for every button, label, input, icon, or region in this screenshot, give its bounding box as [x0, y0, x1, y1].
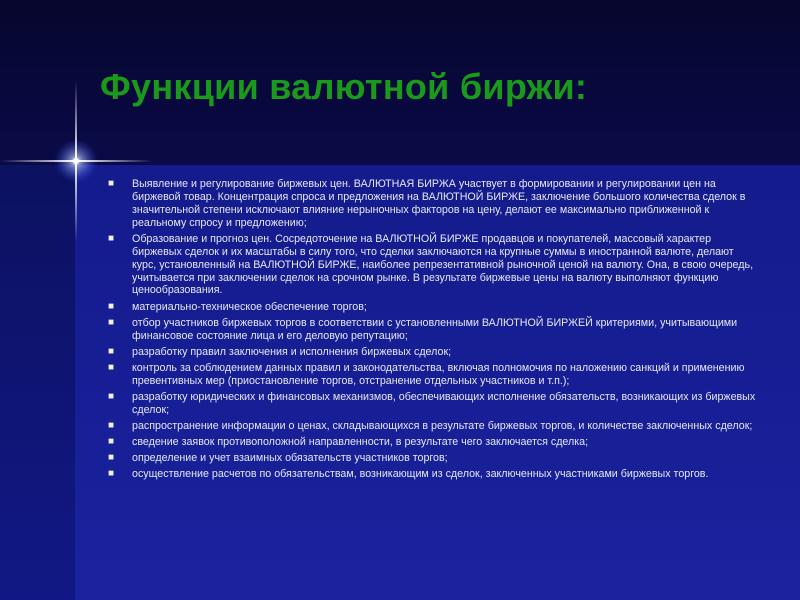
- list-item: [108, 420, 758, 433]
- list-item: [108, 452, 758, 465]
- bullet-icon: ■: [108, 451, 115, 463]
- bullet-icon: ■: [108, 316, 115, 328]
- list-item: [108, 301, 758, 314]
- list-item-text: отбор участников биржевых торгов в соответствии с установленными ВАЛЮТНОЙ БИРЖЕЙ критериями, учитывающими финансовое состояние лица и его деловую репутацию;: [132, 316, 738, 342]
- list-item: [108, 317, 758, 343]
- list-item-text: Образование и прогноз цен. Сосредоточение на ВАЛЮТНОЙ БИРЖЕ продавцов и покупателей, массовый характер биржевых сделок и их масштабы в силу того, что сделки заключаются на крупные суммы в иностранной валюте, делают курс, установленный на ВАЛЮТНОЙ БИРЖЕ, наиболее репрезентативной рыночной ценой на валюту. Она, в свою очередь, учитывается при заключении сделок на срочном рынке. В результате биржевые цены на валюту выполняют функцию ценообразования.: [132, 232, 754, 297]
- list-item-text: сведение заявок противоположной направленности, в результате чего заключается сделка;: [132, 435, 589, 448]
- bullet-icon: ■: [108, 468, 115, 479]
- bullet-list: [108, 178, 758, 484]
- bullet-icon: ■: [108, 435, 115, 447]
- list-item-text: Выявление и регулирование биржевых цен. ВАЛЮТНАЯ БИРЖА участвует в формировании и регулировании цен на биржевой товар. Концентрация спроса и предложения на ВАЛЮТНОЙ БИРЖЕ, заключение большого количества сделок в значительной степени исключают влияние нерыночных факторов на цену, делают ее максимально приближенной к реальному спросу и предложению;: [132, 178, 746, 229]
- list-item-text: определение и учет взаимных обязательств участников торгов;: [132, 451, 448, 464]
- bullet-icon: ■: [108, 390, 115, 402]
- list-item-text: распространение информации о ценах, складывающихся в результате биржевых торгов, и количестве заключенных сделок;: [132, 419, 753, 432]
- list-item-text: разработку юридических и финансовых механизмов, обеспечивающих исполнение обязательств, возникающих из биржевых сделок;: [132, 390, 756, 416]
- list-item: [108, 468, 758, 481]
- bullet-icon: ■: [108, 300, 115, 312]
- bullet-icon: ■: [108, 232, 115, 244]
- list-item-text: контроль за соблюдением данных правил и законодательства, включая полномочия по наложению санкций и применению превентивных мер (приостановление торгов, отстранение отдельных участников и т.п.);: [132, 361, 745, 387]
- bullet-icon: ■: [108, 178, 115, 189]
- list-item: [108, 233, 758, 298]
- list-item: [108, 436, 758, 449]
- left-strip: [0, 165, 75, 600]
- list-item: [108, 391, 758, 417]
- slide-title: Функции валютной биржи:: [100, 66, 588, 107]
- list-item-text: осуществление расчетов по обязательствам, возникающим из сделок, заключенных участниками биржевых торгов.: [132, 468, 709, 480]
- bullet-icon: ■: [108, 419, 115, 431]
- bullet-icon: ■: [108, 345, 115, 357]
- list-item: [108, 178, 758, 230]
- list-item-text: разработку правил заключения и исполнения биржевых сделок;: [132, 345, 452, 358]
- list-item-text: материально-техническое обеспечение торгов;: [132, 300, 367, 313]
- list-item: [108, 346, 758, 359]
- bullet-icon: ■: [108, 361, 115, 373]
- list-item: [108, 362, 758, 388]
